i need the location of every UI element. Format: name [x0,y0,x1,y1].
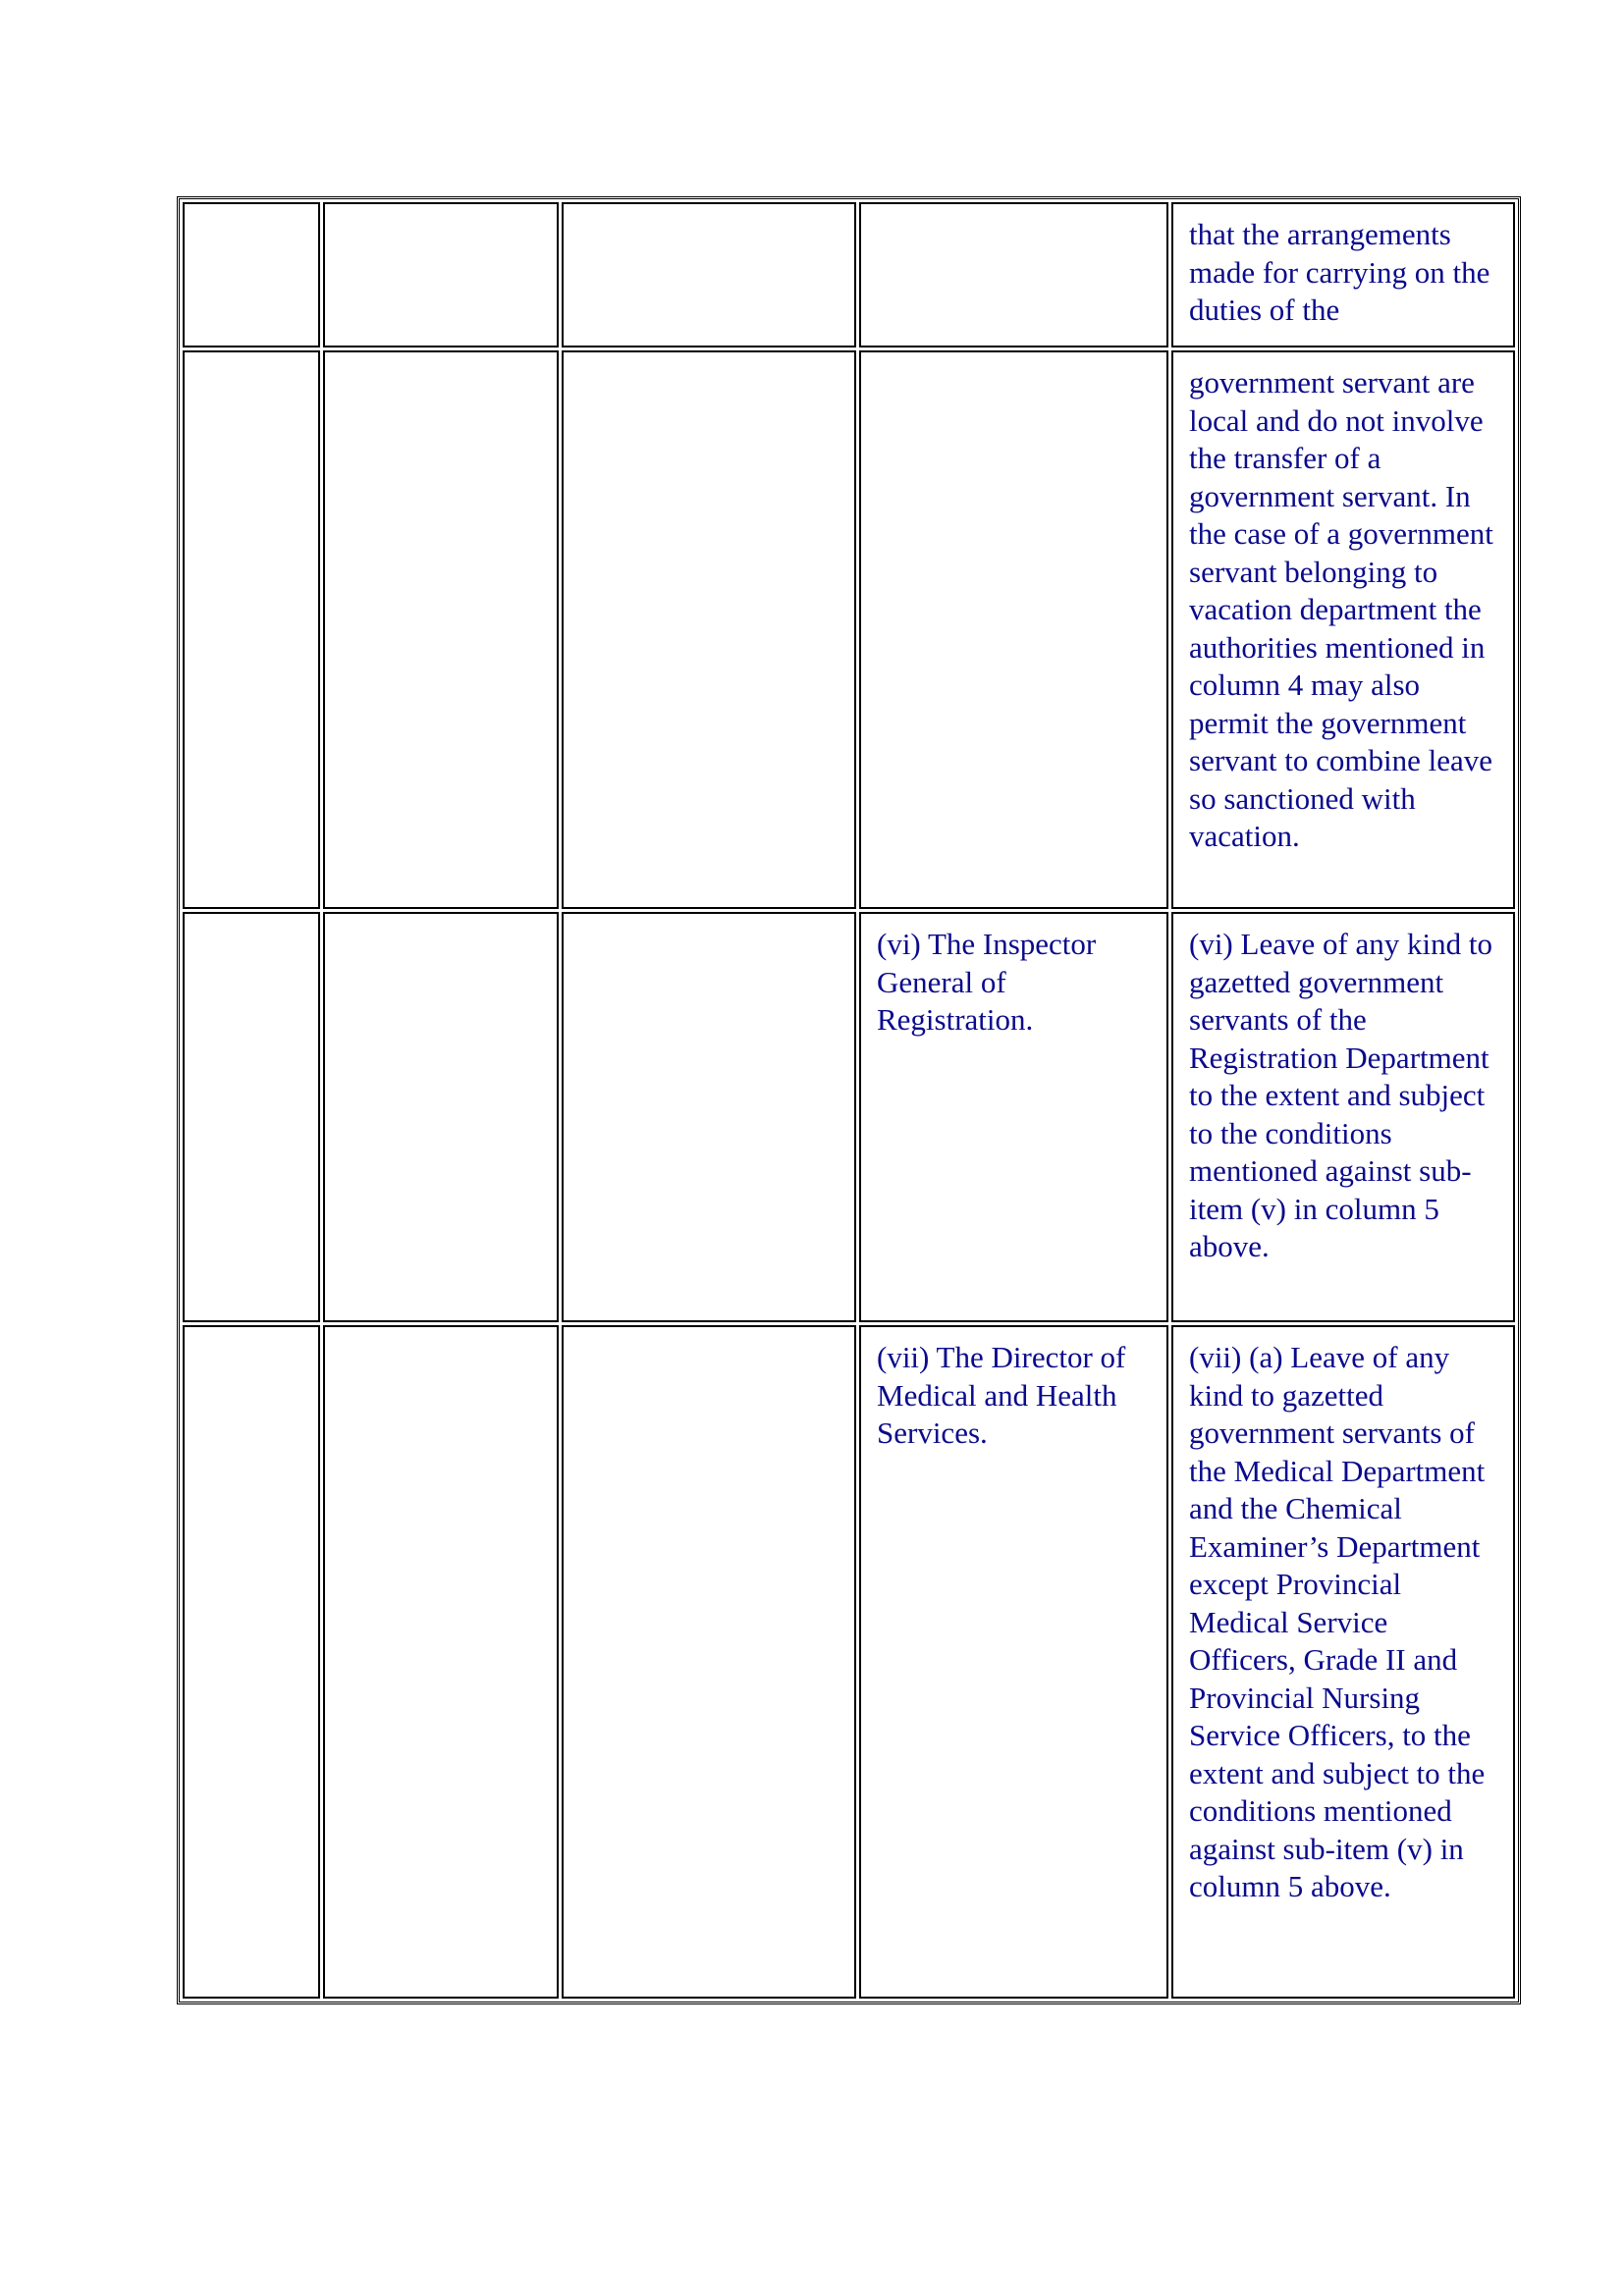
table-cell-col3 [562,912,856,1322]
table-cell-col2 [323,202,559,347]
table-cell-col1 [183,202,320,347]
table-row [183,912,1515,1322]
table-cell-col5: (vi) Leave of any kind to gazetted government servants of the Registration Department to the extent and subject to the conditions mentioned against sub-item (v) in column 5 above. [1171,912,1515,1322]
table-cell-col2 [323,912,559,1322]
table-cell-col3 [562,350,856,909]
table-cell-col2 [323,1325,559,1999]
table-cell-col5: (vii) (a) Leave of any kind to gazetted government servants of the Medical Department and the Chemical Examiner’s Department except Provincial Medical Service Officers, Grade II and Provincial Nursing Service Officers, to the extent and subject to the conditions mentioned against sub-item (v) in column 5 above. [1171,1325,1515,1999]
table-cell-col2 [323,350,559,909]
table-cell-col1 [183,912,320,1322]
table-cell-col4 [859,202,1168,347]
table-cell-col4: (vi) The Inspector General of Registration. [859,912,1168,1322]
table-row [183,1325,1515,1999]
leave-sanction-table [177,196,1521,2004]
table-cell-col1 [183,1325,320,1999]
table-cell-col3 [562,1325,856,1999]
table-cell-col1 [183,350,320,909]
table-cell-col5: that the arrangements made for carrying on the duties of the [1171,202,1515,347]
table-row [183,350,1515,909]
table-row [183,202,1515,347]
table-cell-col5: government servant are local and do not involve the transfer of a government servant. In the case of a government servant belonging to vacation department the authorities mentioned in column 4 may also permit the government servant to combine leave so sanctioned with vacation. [1171,350,1515,909]
table-cell-col4 [859,350,1168,909]
table-cell-col4: (vii) The Director of Medical and Health Services. [859,1325,1168,1999]
table-cell-col3 [562,202,856,347]
